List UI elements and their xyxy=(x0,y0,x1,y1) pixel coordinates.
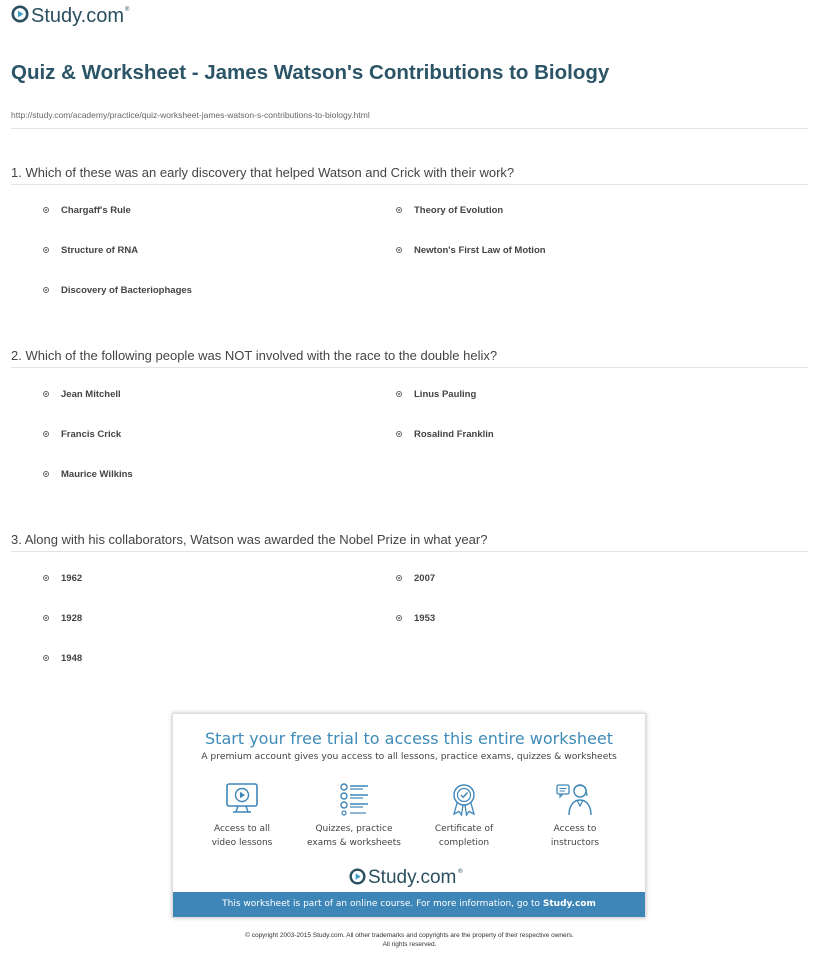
question-divider xyxy=(11,367,808,368)
radio-button-icon[interactable] xyxy=(43,391,49,397)
promo-study-logo[interactable] xyxy=(349,867,463,889)
promo-subheading: A premium account gives you access to all lessons, practice exams, quizzes & worksheets xyxy=(201,751,617,762)
certificate-icon xyxy=(409,782,519,816)
answer-option[interactable] xyxy=(396,204,503,216)
answer-option[interactable] xyxy=(43,572,82,584)
feature-label-line2: completion xyxy=(438,838,490,848)
option-label: Maurice Wilkins xyxy=(61,468,133,480)
option-label: Chargaff's Rule xyxy=(61,204,131,216)
radio-button-icon[interactable] xyxy=(396,207,402,213)
radio-button-icon[interactable] xyxy=(43,615,49,621)
answer-option[interactable] xyxy=(43,612,82,624)
radio-button-icon[interactable] xyxy=(43,287,49,293)
question-text: 3. Along with his collaborators, Watson was awarded the Nobel Prize in what year? xyxy=(11,532,488,547)
answer-option[interactable] xyxy=(396,428,494,440)
radio-button-icon[interactable] xyxy=(43,207,49,213)
answer-option[interactable] xyxy=(43,204,131,216)
question-text: 2. Which of the following people was NOT involved with the race to the double helix? xyxy=(11,348,498,363)
page-url[interactable]: http://study.com/academy/practice/quiz-worksheet-james-watson-s-contributions-to-biology.html xyxy=(11,110,370,120)
study-link[interactable]: Study.com xyxy=(542,899,596,909)
radio-button-icon[interactable] xyxy=(396,615,402,621)
option-label: Linus Pauling xyxy=(414,388,477,400)
feature-label-line2: exams & worksheets xyxy=(307,838,401,848)
answer-option[interactable] xyxy=(43,652,82,664)
radio-button-icon[interactable] xyxy=(396,431,402,437)
play-logo-icon xyxy=(11,5,29,28)
option-label: 2007 xyxy=(414,572,436,584)
feature-video-lessons xyxy=(187,782,297,850)
option-label: Structure of RNA xyxy=(61,244,139,256)
answer-option[interactable] xyxy=(43,468,133,480)
feature-certificate xyxy=(409,782,519,850)
question-divider xyxy=(11,551,808,552)
feature-label-line1: Quizzes, practice xyxy=(315,824,393,834)
radio-button-icon[interactable] xyxy=(396,247,402,253)
question-1 xyxy=(11,164,808,185)
answer-option[interactable] xyxy=(43,388,121,400)
option-label: Discovery of Bacteriophages xyxy=(61,284,192,296)
radio-button-icon[interactable] xyxy=(43,247,49,253)
option-label: 1962 xyxy=(61,572,83,584)
logo-text: Study.com xyxy=(368,867,457,888)
trademark-mark: ® xyxy=(125,6,130,13)
answer-option[interactable] xyxy=(396,572,435,584)
promo-bar-text: This worksheet is part of an online course. For more information, go to xyxy=(222,899,540,909)
answer-option[interactable] xyxy=(396,388,476,400)
trademark-mark: ® xyxy=(457,867,464,875)
question-divider xyxy=(11,184,808,185)
radio-button-icon[interactable] xyxy=(396,391,402,397)
answer-option[interactable] xyxy=(396,612,435,624)
option-label: 1948 xyxy=(61,652,83,664)
copyright-footer xyxy=(0,931,819,949)
feature-label-line1: Access to xyxy=(553,824,597,834)
answer-option[interactable] xyxy=(43,428,121,440)
quiz-list-icon xyxy=(299,782,409,816)
feature-label-line2: instructors xyxy=(550,838,600,848)
answer-option[interactable] xyxy=(396,244,546,256)
promo-info-bar xyxy=(173,892,645,917)
option-label: 1928 xyxy=(61,612,83,624)
option-label: Theory of Evolution xyxy=(414,204,504,216)
feature-label-line2: video lessons xyxy=(211,838,273,848)
instructor-icon xyxy=(520,782,630,816)
feature-label-line1: Access to all xyxy=(213,824,271,834)
option-label: 1953 xyxy=(414,612,436,624)
feature-instructors xyxy=(520,782,630,850)
option-label: Francis Crick xyxy=(61,428,122,440)
answer-option[interactable] xyxy=(43,284,192,296)
radio-button-icon[interactable] xyxy=(43,431,49,437)
video-lesson-icon xyxy=(187,782,297,816)
logo-text: Study.com xyxy=(31,5,124,27)
answer-option[interactable] xyxy=(43,244,138,256)
radio-button-icon[interactable] xyxy=(43,471,49,477)
option-label: Newton's First Law of Motion xyxy=(414,244,546,256)
radio-button-icon[interactable] xyxy=(43,575,49,581)
option-label: Jean Mitchell xyxy=(61,388,121,400)
promo-heading[interactable]: Start your free trial to access this entire worksheet xyxy=(205,729,613,748)
radio-button-icon[interactable] xyxy=(43,655,49,661)
feature-list xyxy=(173,782,645,862)
feature-label-line1: Certificate of xyxy=(434,824,494,834)
title-divider xyxy=(11,128,808,129)
question-3 xyxy=(11,531,808,552)
feature-quizzes xyxy=(299,782,409,850)
radio-button-icon[interactable] xyxy=(396,575,402,581)
question-text: 1. Which of these was an early discovery that helped Watson and Crick with their work? xyxy=(11,165,515,180)
copyright-line: © copyright 2003-2015 Study.com. All other trademarks and copyrights are the property of their respective owners. xyxy=(245,932,574,939)
rights-line: All rights reserved. xyxy=(382,941,437,948)
play-logo-icon xyxy=(349,868,366,889)
study-logo[interactable] xyxy=(11,5,129,28)
question-2 xyxy=(11,347,808,368)
option-label: Rosalind Franklin xyxy=(414,428,494,440)
page-title: Quiz & Worksheet - James Watson's Contributions to Biology xyxy=(11,61,610,84)
premium-promo-box xyxy=(172,713,646,918)
